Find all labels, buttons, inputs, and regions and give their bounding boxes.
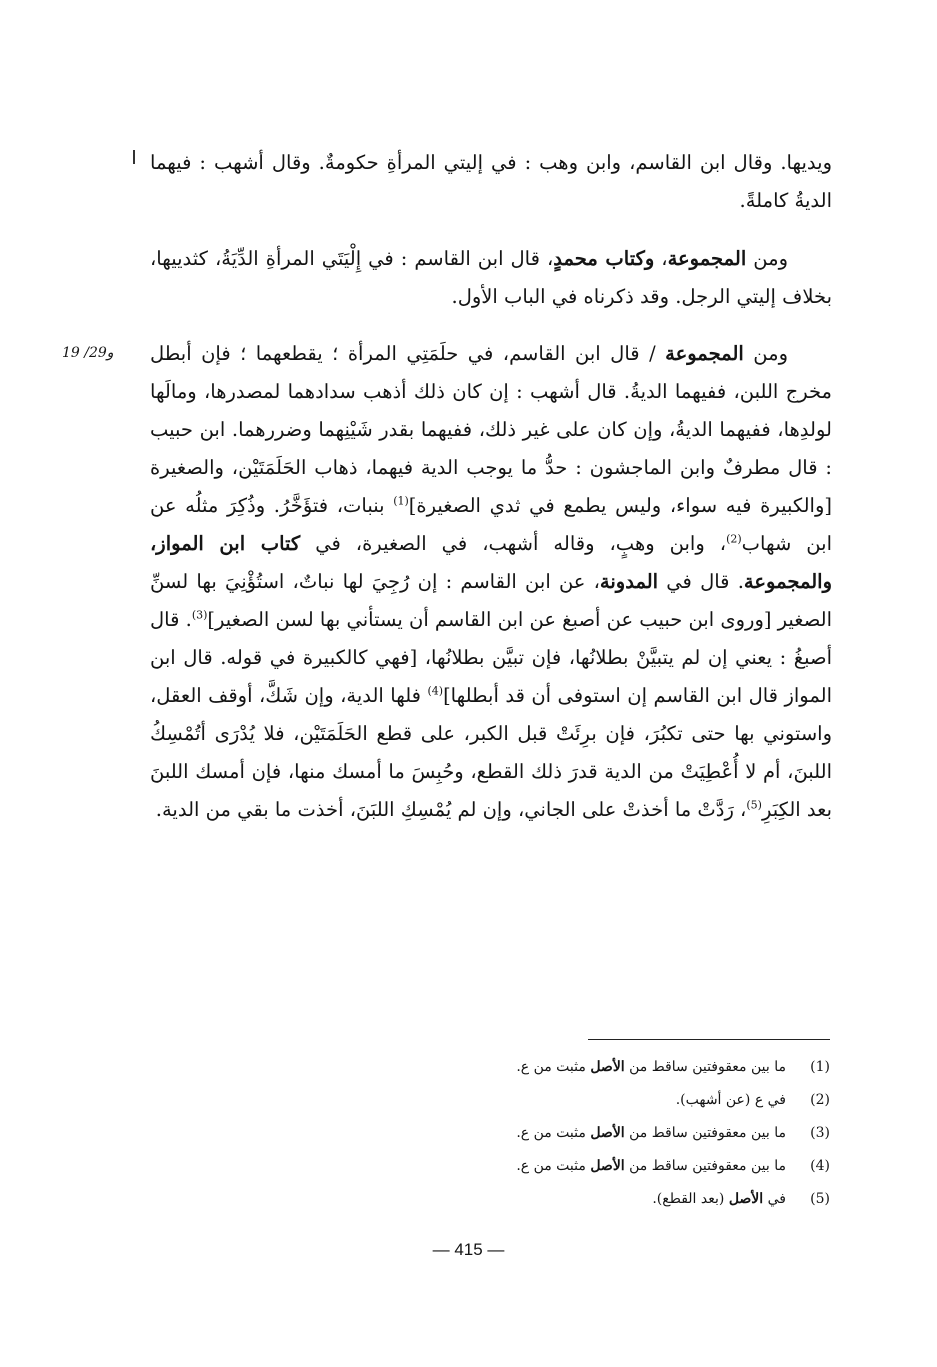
- source-title-kitab-muhammad: وكتاب محمدٍ: [553, 247, 655, 270]
- margin-mark: [133, 150, 135, 164]
- paragraph-3-lead: ومن: [753, 342, 789, 365]
- footnote-text: [516, 1150, 786, 1183]
- footnote-pre: في: [763, 1191, 786, 1207]
- paragraph-3-part-e: ، عن ابن القاسم : إن رُجِيَ لها نباتٌ، استُؤْنِيَ بها لسنِّ الصغير [وروى ابن حبيب عن أصبغ عن ابن القاسم أن يستأني بها لسن الصغير]: [150, 570, 832, 631]
- paragraph-3: [150, 335, 832, 829]
- footnote-item: [350, 1183, 830, 1216]
- paragraph-3-part-g: فلها الدية، وإن شَكَّ، أوقف العقل، واستوني بها حتى تكبُرَ، فإن برِئَتْ قبل الكبر، على قطع الحَلَمَتَيْن، فلا يُدْرَى أتُمْسِكُ اللبنَ، أم لا أُعْطِيَتْ من الدية قدرَ ذلك القطع، وحُبِسَ ما أمسك منها، فإن أمسك اللبنَ بعد الكِبَرِ: [150, 684, 832, 821]
- footnote-pre: ما بين معقوفتين ساقط من: [624, 1125, 786, 1141]
- source-title-ibn-mawaz: كتاب ابن المواز، والمجموعة: [150, 532, 832, 593]
- footnote-post: مثبت من ع.: [516, 1125, 591, 1141]
- footnote-marker-1: (1): [393, 494, 409, 508]
- footnote-number: (1): [810, 1059, 830, 1075]
- footnote-item: [350, 1150, 830, 1183]
- source-title-majmua: المجموعة: [665, 342, 744, 365]
- paragraph-2-lead: ومن: [753, 247, 788, 270]
- paragraph-3-part-f: . قال أصبغُ : يعني إن لم يتبيَّنْ بطلانُها، فإن تبيَّن بطلانُها، [فهي كالكبيرة في قوله. قال ابن المواز قال ابن القاسم إن استوفى أن قد أبطلها]: [149, 608, 832, 707]
- paragraph-3-part-h: ، رَدَّتْ ما أخذتْ على الجاني، وإن لم يُمْسِكِ اللبَنَ، أخذت ما بقي من الدية.: [155, 798, 747, 821]
- footnote-item: [350, 1084, 830, 1117]
- paragraph-3-part-c: ، وابن وهبٍ، وقاله أشهب، في الصغيرة، في: [300, 532, 727, 555]
- footnote-item: [350, 1117, 830, 1150]
- footnote-post: (بعد القطع).: [652, 1191, 729, 1207]
- source-title-majmua: المجموعة: [667, 247, 747, 270]
- footnote-marker-4: (4): [427, 684, 444, 698]
- footnote-bold: الأصل: [590, 1125, 625, 1141]
- paragraph-2-separator: ،: [661, 247, 668, 270]
- footnote-number: (5): [810, 1191, 830, 1207]
- paragraph-3-part-b: بنبات، فتؤَخَّرُ. وذُكِرَ مثلُه عن ابن شهاب: [150, 494, 832, 555]
- paragraph-1: [150, 144, 832, 220]
- footnote-number: (4): [810, 1158, 830, 1174]
- footnote-marker-3: (3): [191, 608, 208, 622]
- footnote-marker-5: (5): [746, 798, 762, 812]
- paragraph-1-text: ويديها. وقال ابن القاسم، وابن وهب : في إليتي المرأةِ حكومةٌ. وقال أشهب : فيهما الديةُ كاملةً.: [150, 151, 832, 212]
- footnote-number: (3): [810, 1125, 830, 1141]
- footnote-bold: الأصل: [590, 1059, 625, 1075]
- page-number: — 415 —: [432, 1240, 505, 1259]
- footnote-separator: [588, 1039, 830, 1040]
- source-title-mudawwana: المدونة: [599, 570, 659, 593]
- footnote-pre: في ع (عن أشهب).: [675, 1092, 786, 1108]
- footnote-post: مثبت من ع.: [516, 1059, 591, 1075]
- footnote-marker-2: (2): [726, 532, 742, 546]
- footnote-pre: ما بين معقوفتين ساقط من: [624, 1059, 786, 1075]
- footnote-item: [350, 1051, 830, 1084]
- footnote-text: [516, 1051, 786, 1084]
- manuscript-folio-ref: 19 /29و: [62, 345, 114, 361]
- footnote-bold: الأصل: [728, 1191, 764, 1207]
- footnote-text: [676, 1084, 786, 1117]
- footnote-text: [516, 1117, 786, 1150]
- footnote-pre: ما بين معقوفتين ساقط من: [624, 1158, 786, 1174]
- footnote-text: [652, 1183, 786, 1216]
- paragraph-2-rest: ، قال ابن القاسم : في إِلْيَتَي المرأةِ الدِّيَةُ، كثدييها، بخلاف إليتي الرجل. وقد ذكرناه في الباب الأول.: [150, 247, 832, 308]
- paragraph-3-part-a: / قال ابن القاسم، في حلَمَتِي المرأة ؛ يقطعهما ؛ فإن أبطل مخرج اللبن، ففيهما الديةُ. قال أشهب : إن كان ذلك أذهب سدادهما لمصدرها، ومالَها لولدِها، ففيهما الديةُ، وإن كان على غير ذلك، ففيهما بقدر شَيْنِهما وضررهما. ابن حبيب : قال مطرفٌ وابن الماجشون : حدُّ ما يوجب الدية فيهما، ذهاب الحَلَمَتَيْن، والصغيرة [والكبيرة فيه سواء، وليس يطمع في ثدي الصغيرة]: [150, 342, 832, 517]
- footnotes-list: [350, 1051, 830, 1216]
- footnote-bold: الأصل: [590, 1158, 625, 1174]
- paragraph-3-part-d: . قال في: [658, 570, 744, 593]
- paragraph-2: [150, 240, 832, 316]
- footnote-number: (2): [810, 1092, 830, 1108]
- footnote-post: مثبت من ع.: [516, 1158, 591, 1174]
